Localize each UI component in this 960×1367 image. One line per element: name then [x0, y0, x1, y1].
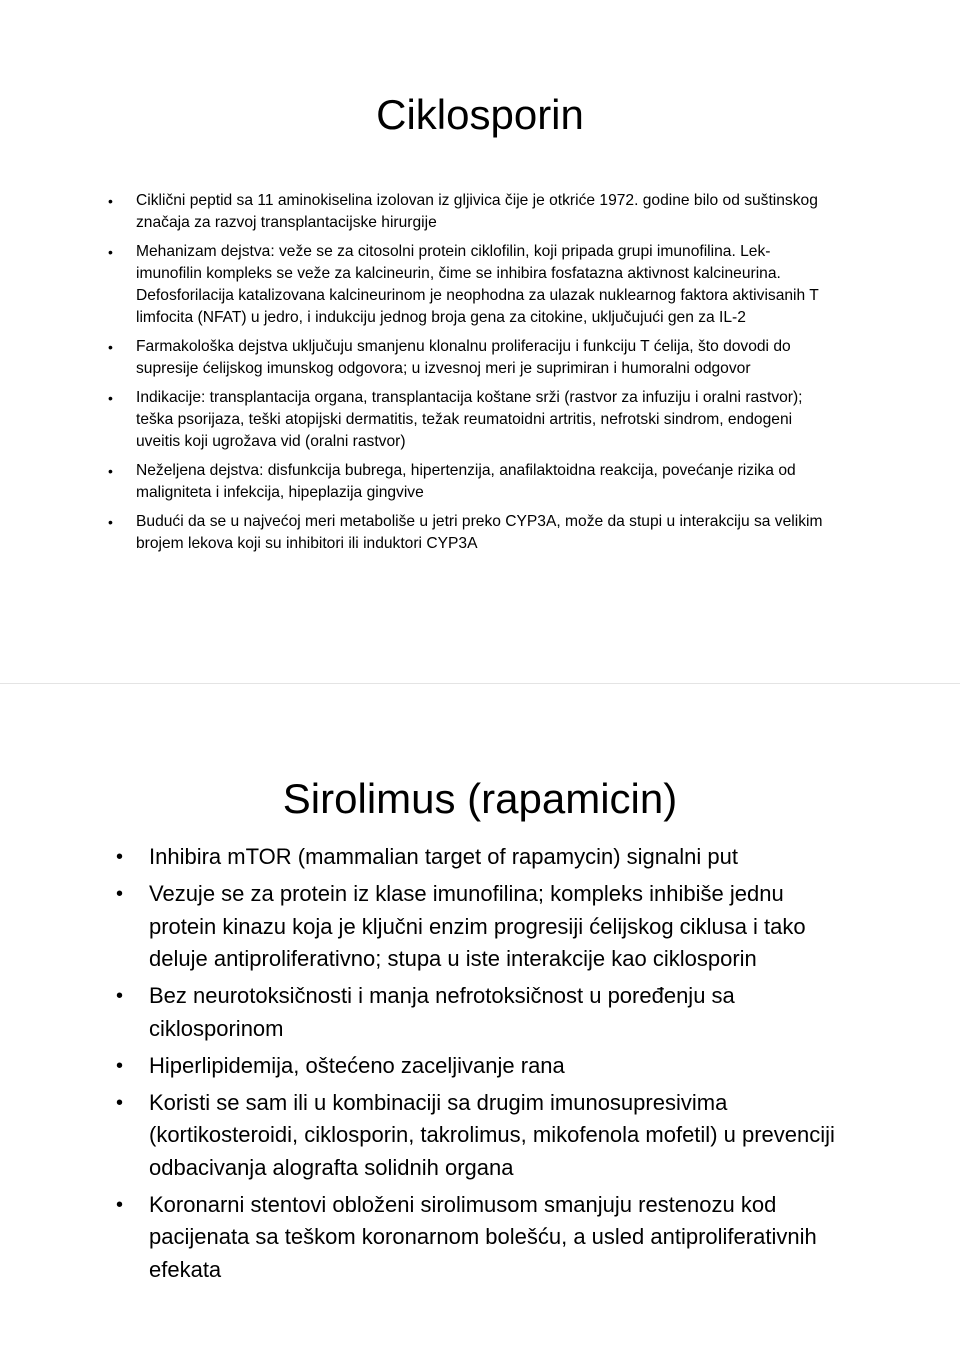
bullet-item: • Vezuje se za protein iz klase imunofilina; kompleks inhibiše jednu protein kinazu koja je ključni enzim progresiji ćelijskog ciklusa i tako deluje antiproliferativno; stupa u iste interakcije kao ciklosporin: [149, 878, 839, 976]
bullet-item: • Inhibira mTOR (mammalian target of rapamycin) signalni put: [149, 841, 839, 874]
slide-sirolimus: [0, 684, 960, 1367]
slide-title: Sirolimus (rapamicin): [282, 775, 678, 822]
bullet-item: • Hiperlipidemija, oštećeno zaceljivanje rana: [149, 1050, 839, 1083]
slide-title: Ciklosporin: [376, 91, 584, 138]
bullet-item: • Neželjena dejstva: disfunkcija bubrega, hipertenzija, anafilaktoidna reakcija, povećanje rizika od maligniteta i infekcija, hipeplazija gingvive: [136, 460, 836, 504]
bullet-item: • Koronarni stentovi obloženi sirolimusom smanjuju restenozu kod pacijenata sa teškom koronarnom bolešću, a usled antiproliferativnih efekata: [149, 1189, 839, 1287]
slide-ciklosporin: [0, 0, 960, 683]
bullet-item: • Farmakološka dejstva uključuju smanjenu klonalnu proliferaciju i funkciju T ćelija, što dovodi do supresije ćelijskog imunskog odgovora; u izvesnoj meri je suprimiran i humoralni odgovor: [136, 336, 836, 380]
bullet-item: • Budući da se u najvećoj meri metaboliše u jetri preko CYP3A, može da stupi u interakciju sa velikim brojem lekova koji su inhibitori ili induktori CYP3A: [136, 511, 836, 555]
bullet-item: • Ciklični peptid sa 11 aminokiselina izolovan iz gljivica čije je otkriće 1972. godine bilo od suštinskog značaja za razvoj transplantacijske hirurgije: [136, 190, 836, 234]
bullet-list: [136, 190, 836, 562]
bullet-item: • Koristi se sam ili u kombinaciji sa drugim imunosupresivima (kortikosteroidi, ciklosporin, takrolimus, mikofenola mofetil) u prevenciji odbacivanja alografta solidnih organa: [149, 1087, 839, 1185]
bullet-list: [149, 841, 839, 1291]
bullet-item: • Indikacije: transplantacija organa, transplantacija koštane srži (rastvor za infuziju i oralni rastvor); teška psorijaza, teški atopijski dermatitis, težak reumatoidni artritis, nefrotski sindrom, endogeni uveitis koji ugrožava vid (oralni rastvor): [136, 387, 836, 453]
bullet-item: • Mehanizam dejstva: veže se za citosolni protein ciklofilin, koji pripada grupi imunofilina. Lek- imunofilin kompleks se veže za kalcineurin, čime se inhibira fosfatazna aktivnost kalcineurina. Defosforilacija katalizovana kalcineurinom je neophodna za ulazak nuklearnog faktora aktivisanih T limfocita (NFAT) u jedro, i indukciju jednog broja gena za citokine, uključujući gen za IL-2: [136, 241, 836, 329]
bullet-item: • Bez neurotoksičnosti i manja nefrotoksičnost u poređenju sa ciklosporinom: [149, 980, 839, 1045]
